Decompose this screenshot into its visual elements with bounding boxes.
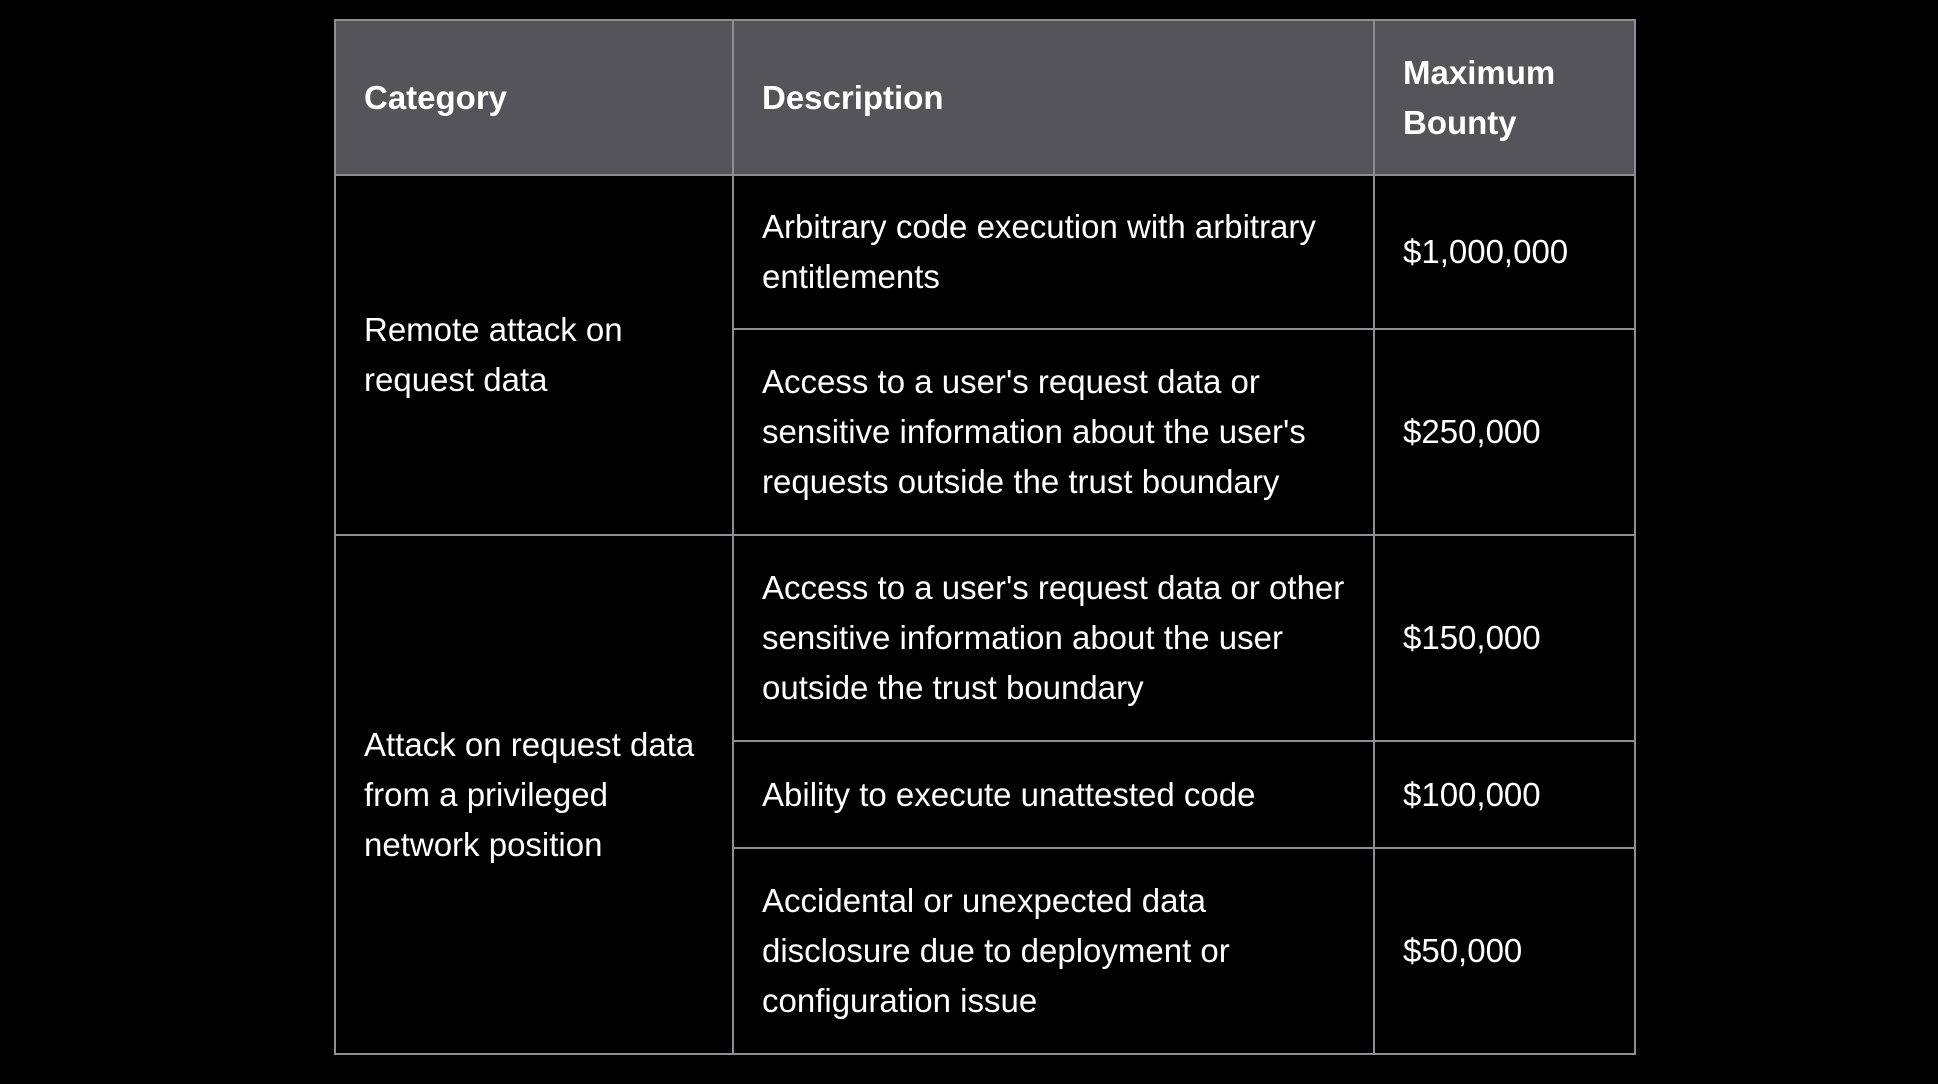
header-description: Description xyxy=(733,20,1374,175)
bounty-cell: $50,000 xyxy=(1374,848,1635,1054)
header-maximum-bounty: Maximum Bounty xyxy=(1374,20,1635,175)
description-cell: Access to a user's request data or sensitive information about the user's requests outside the trust boundary xyxy=(733,329,1374,535)
bounty-cell: $100,000 xyxy=(1374,741,1635,848)
description-cell: Access to a user's request data or other sensitive information about the user outside the trust boundary xyxy=(733,535,1374,741)
bounty-cell: $1,000,000 xyxy=(1374,175,1635,329)
category-cell: Remote attack on request data xyxy=(335,175,733,535)
table-row xyxy=(335,175,1635,329)
table-row xyxy=(335,535,1635,741)
bounty-cell: $150,000 xyxy=(1374,535,1635,741)
description-cell: Arbitrary code execution with arbitrary entitlements xyxy=(733,175,1374,329)
bounty-table xyxy=(334,19,1636,1055)
header-row xyxy=(335,20,1635,175)
description-cell: Ability to execute unattested code xyxy=(733,741,1374,848)
description-cell: Accidental or unexpected data disclosure due to deployment or configuration issue xyxy=(733,848,1374,1054)
bounty-cell: $250,000 xyxy=(1374,329,1635,535)
table-header xyxy=(335,20,1635,175)
header-category: Category xyxy=(335,20,733,175)
table-body xyxy=(335,175,1635,1054)
category-cell: Attack on request data from a privileged network position xyxy=(335,535,733,1054)
